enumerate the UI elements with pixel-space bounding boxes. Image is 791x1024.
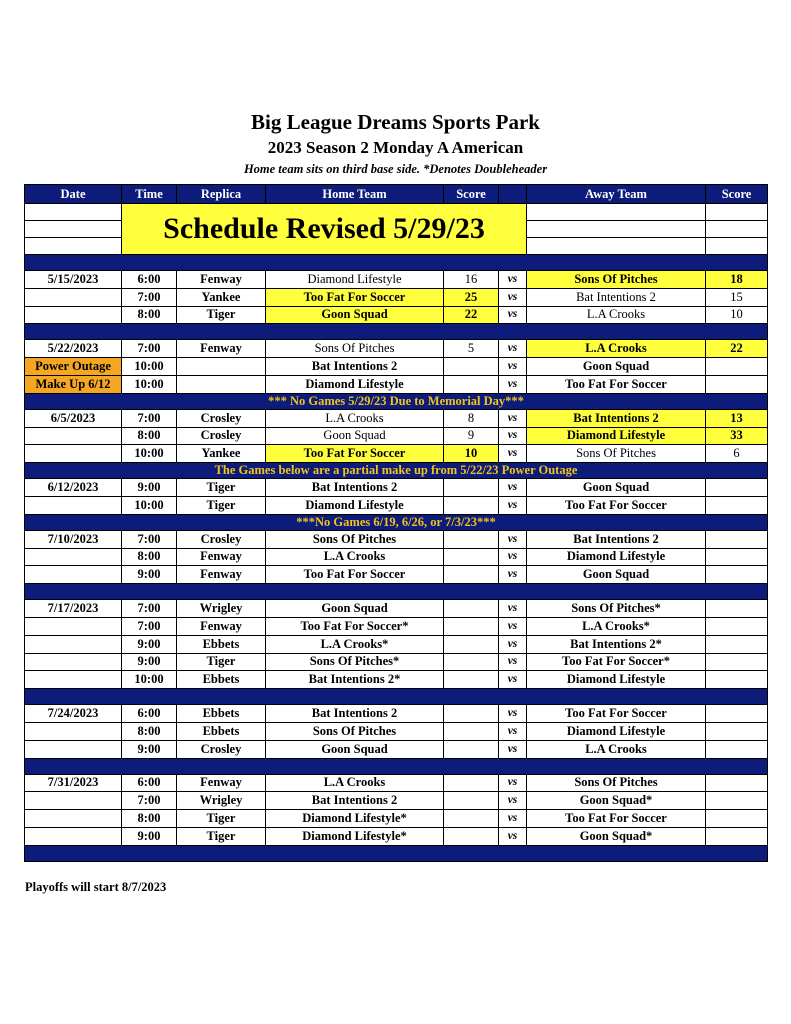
home-score-cell	[444, 827, 499, 845]
away-team-cell: Diamond Lifestyle	[527, 671, 706, 689]
away-score-cell: 22	[706, 340, 768, 358]
time-cell: 8:00	[122, 722, 177, 740]
vs-cell: vs	[499, 774, 527, 792]
away-team-cell: Bat Intentions 2	[527, 409, 706, 427]
home-team-cell: Diamond Lifestyle	[266, 271, 444, 289]
away-score-cell: 18	[706, 271, 768, 289]
away-score-cell	[706, 740, 768, 758]
vs-cell: vs	[499, 409, 527, 427]
replica-cell: Tiger	[177, 810, 266, 828]
replica-cell: Crosley	[177, 409, 266, 427]
home-score-cell	[444, 705, 499, 723]
home-score-cell	[444, 635, 499, 653]
date-cell	[25, 288, 122, 306]
away-team-cell: Sons Of Pitches	[527, 445, 706, 463]
col-date-header: Date	[25, 185, 122, 204]
away-team-cell: Sons Of Pitches	[527, 271, 706, 289]
home-team-cell: L.A Crooks*	[266, 635, 444, 653]
home-team-cell: Too Fat For Soccer	[266, 288, 444, 306]
vs-cell: vs	[499, 358, 527, 376]
home-score-cell: 10	[444, 445, 499, 463]
col-vs-header	[499, 185, 527, 204]
col-home-team-header: Home Team	[266, 185, 444, 204]
replica-cell: Ebbets	[177, 635, 266, 653]
vs-cell: vs	[499, 600, 527, 618]
home-team-cell: Goon Squad	[266, 600, 444, 618]
away-score-cell	[706, 566, 768, 584]
home-team-cell: Goon Squad	[266, 740, 444, 758]
vs-cell: vs	[499, 792, 527, 810]
away-score-cell	[706, 600, 768, 618]
home-team-cell: L.A Crooks	[266, 548, 444, 566]
home-team-cell: Goon Squad	[266, 427, 444, 445]
table-row	[25, 827, 768, 845]
notice-text: ***No Games 6/19, 6/26, or 7/3/23***	[25, 514, 768, 530]
vs-cell: vs	[499, 617, 527, 635]
spacer-cell	[25, 689, 768, 705]
home-team-cell: Sons Of Pitches	[266, 340, 444, 358]
replica-cell: Crosley	[177, 427, 266, 445]
time-cell: 6:00	[122, 774, 177, 792]
away-score-cell	[706, 375, 768, 393]
vs-cell: vs	[499, 548, 527, 566]
home-team-cell: Diamond Lifestyle*	[266, 810, 444, 828]
table-row	[25, 375, 768, 393]
vs-cell: vs	[499, 445, 527, 463]
away-score-cell	[706, 722, 768, 740]
date-cell	[25, 671, 122, 689]
blank-cell	[706, 204, 768, 221]
schedule-note: Home team sits on third base side. *Denotes Doubleheader	[243, 162, 548, 176]
away-score-cell: 6	[706, 445, 768, 463]
time-cell: 7:00	[122, 288, 177, 306]
date-cell: Make Up 6/12	[25, 375, 122, 393]
home-team-cell: Diamond Lifestyle	[266, 496, 444, 514]
vs-cell: vs	[499, 810, 527, 828]
date-cell: 6/12/2023	[25, 479, 122, 497]
time-cell: 7:00	[122, 617, 177, 635]
table-row	[25, 358, 768, 376]
schedule-table	[24, 184, 768, 862]
home-score-cell	[444, 530, 499, 548]
blank-cell	[527, 238, 706, 255]
time-cell: 10:00	[122, 375, 177, 393]
home-score-cell	[444, 617, 499, 635]
replica-cell: Fenway	[177, 340, 266, 358]
away-team-cell: Bat Intentions 2	[527, 288, 706, 306]
away-score-cell	[706, 653, 768, 671]
away-team-cell: Diamond Lifestyle	[527, 548, 706, 566]
home-team-cell: Sons Of Pitches	[266, 722, 444, 740]
replica-cell: Tiger	[177, 653, 266, 671]
table-row	[25, 810, 768, 828]
table-row	[25, 774, 768, 792]
vs-cell: vs	[499, 427, 527, 445]
date-cell	[25, 496, 122, 514]
home-team-cell: Bat Intentions 2	[266, 792, 444, 810]
home-score-cell	[444, 740, 499, 758]
away-score-cell	[706, 530, 768, 548]
date-cell	[25, 617, 122, 635]
home-score-cell	[444, 671, 499, 689]
replica-cell	[177, 375, 266, 393]
table-row	[25, 722, 768, 740]
away-score-cell: 13	[706, 409, 768, 427]
home-score-cell: 5	[444, 340, 499, 358]
home-team-cell: Bat Intentions 2	[266, 479, 444, 497]
home-score-cell	[444, 548, 499, 566]
revised-row	[25, 204, 768, 221]
notice-row	[25, 463, 768, 479]
date-cell: 7/31/2023	[25, 774, 122, 792]
home-team-cell: Diamond Lifestyle*	[266, 827, 444, 845]
replica-cell: Fenway	[177, 271, 266, 289]
spacer-cell	[25, 845, 768, 861]
col-time-header: Time	[122, 185, 177, 204]
time-cell: 7:00	[122, 792, 177, 810]
home-team-cell: Sons Of Pitches	[266, 530, 444, 548]
away-team-cell: Diamond Lifestyle	[527, 427, 706, 445]
replica-cell: Fenway	[177, 548, 266, 566]
home-score-cell	[444, 810, 499, 828]
table-row	[25, 427, 768, 445]
vs-cell: vs	[499, 722, 527, 740]
table-row	[25, 271, 768, 289]
table-row	[25, 566, 768, 584]
blank-cell	[527, 221, 706, 238]
table-row	[25, 340, 768, 358]
replica-cell	[177, 358, 266, 376]
table-row	[25, 409, 768, 427]
blank-cell	[25, 204, 122, 221]
notice-text: *** No Games 5/29/23 Due to Memorial Day***	[25, 393, 768, 409]
home-score-cell: 8	[444, 409, 499, 427]
table-row	[25, 445, 768, 463]
replica-cell: Tiger	[177, 827, 266, 845]
home-team-cell: Sons Of Pitches*	[266, 653, 444, 671]
home-score-cell	[444, 600, 499, 618]
date-cell	[25, 792, 122, 810]
away-team-cell: L.A Crooks	[527, 740, 706, 758]
spacer-cell	[25, 584, 768, 600]
replica-cell: Tiger	[177, 479, 266, 497]
table-row	[25, 792, 768, 810]
date-cell: 5/22/2023	[25, 340, 122, 358]
away-score-cell	[706, 671, 768, 689]
home-score-cell: 9	[444, 427, 499, 445]
table-row	[25, 671, 768, 689]
date-cell: 7/10/2023	[25, 530, 122, 548]
vs-cell: vs	[499, 530, 527, 548]
table-row	[25, 496, 768, 514]
replica-cell: Fenway	[177, 617, 266, 635]
spacer-cell	[25, 324, 768, 340]
time-cell: 8:00	[122, 427, 177, 445]
table-row	[25, 653, 768, 671]
time-cell: 7:00	[122, 600, 177, 618]
time-cell: 10:00	[122, 671, 177, 689]
home-score-cell: 16	[444, 271, 499, 289]
home-team-cell: Too Fat For Soccer*	[266, 617, 444, 635]
away-team-cell: Goon Squad*	[527, 827, 706, 845]
time-cell: 9:00	[122, 635, 177, 653]
time-cell: 9:00	[122, 827, 177, 845]
time-cell: 8:00	[122, 810, 177, 828]
replica-cell: Tiger	[177, 306, 266, 324]
away-team-cell: Sons Of Pitches	[527, 774, 706, 792]
vs-cell: vs	[499, 635, 527, 653]
date-cell: 7/24/2023	[25, 705, 122, 723]
vs-cell: vs	[499, 827, 527, 845]
table-row	[25, 288, 768, 306]
date-cell	[25, 740, 122, 758]
time-cell: 9:00	[122, 566, 177, 584]
notice-row	[25, 393, 768, 409]
away-score-cell	[706, 548, 768, 566]
away-score-cell	[706, 496, 768, 514]
away-team-cell: Too Fat For Soccer	[527, 375, 706, 393]
date-cell	[25, 548, 122, 566]
vs-cell: vs	[499, 306, 527, 324]
table-row	[25, 600, 768, 618]
home-team-cell: Too Fat For Soccer	[266, 566, 444, 584]
date-cell: 7/17/2023	[25, 600, 122, 618]
away-score-cell: 10	[706, 306, 768, 324]
away-team-cell: Goon Squad	[527, 479, 706, 497]
home-team-cell: Diamond Lifestyle	[266, 375, 444, 393]
date-cell	[25, 306, 122, 324]
vs-cell: vs	[499, 375, 527, 393]
table-row	[25, 705, 768, 723]
home-team-cell: Too Fat For Soccer	[266, 445, 444, 463]
home-score-cell: 25	[444, 288, 499, 306]
blank-cell	[706, 238, 768, 255]
vs-cell: vs	[499, 671, 527, 689]
spacer-row	[25, 689, 768, 705]
spacer-cell	[25, 758, 768, 774]
vs-cell: vs	[499, 271, 527, 289]
time-cell: 9:00	[122, 479, 177, 497]
date-cell	[25, 445, 122, 463]
home-score-cell	[444, 496, 499, 514]
playoffs-note: Playoffs will start 8/7/2023	[25, 880, 167, 894]
table-row	[25, 635, 768, 653]
away-score-cell: 15	[706, 288, 768, 306]
home-score-cell	[444, 774, 499, 792]
time-cell: 9:00	[122, 740, 177, 758]
home-score-cell: 22	[444, 306, 499, 324]
date-cell	[25, 722, 122, 740]
home-score-cell	[444, 653, 499, 671]
page-title: Big League Dreams Sports Park	[251, 110, 540, 134]
replica-cell: Yankee	[177, 288, 266, 306]
schedule-revised-banner: Schedule Revised 5/29/23	[122, 204, 527, 255]
date-cell	[25, 653, 122, 671]
away-team-cell: Goon Squad	[527, 358, 706, 376]
time-cell: 7:00	[122, 340, 177, 358]
home-team-cell: L.A Crooks	[266, 409, 444, 427]
vs-cell: vs	[499, 740, 527, 758]
away-score-cell: 33	[706, 427, 768, 445]
home-team-cell: Bat Intentions 2	[266, 705, 444, 723]
time-cell: 10:00	[122, 358, 177, 376]
replica-cell: Wrigley	[177, 792, 266, 810]
table-row	[25, 740, 768, 758]
vs-cell: vs	[499, 705, 527, 723]
home-score-cell	[444, 566, 499, 584]
home-team-cell: Bat Intentions 2*	[266, 671, 444, 689]
away-team-cell: Too Fat For Soccer*	[527, 653, 706, 671]
away-score-cell	[706, 774, 768, 792]
replica-cell: Fenway	[177, 774, 266, 792]
table-row	[25, 479, 768, 497]
time-cell: 8:00	[122, 548, 177, 566]
home-score-cell	[444, 358, 499, 376]
blank-cell	[706, 221, 768, 238]
date-cell: 6/5/2023	[25, 409, 122, 427]
away-team-cell: Goon Squad	[527, 566, 706, 584]
time-cell: 8:00	[122, 306, 177, 324]
away-team-cell: Goon Squad*	[527, 792, 706, 810]
replica-cell: Crosley	[177, 530, 266, 548]
time-cell: 7:00	[122, 409, 177, 427]
replica-cell: Ebbets	[177, 722, 266, 740]
away-team-cell: Diamond Lifestyle	[527, 722, 706, 740]
home-team-cell: Bat Intentions 2	[266, 358, 444, 376]
away-score-cell	[706, 705, 768, 723]
notice-text: The Games below are a partial make up from 5/22/23 Power Outage	[25, 463, 768, 479]
col-away-score-header: Score	[706, 185, 768, 204]
vs-cell: vs	[499, 340, 527, 358]
time-cell: 9:00	[122, 653, 177, 671]
vs-cell: vs	[499, 479, 527, 497]
blank-cell	[25, 221, 122, 238]
away-score-cell	[706, 792, 768, 810]
home-score-cell	[444, 479, 499, 497]
spacer-cell	[25, 255, 768, 271]
time-cell: 6:00	[122, 271, 177, 289]
col-home-score-header: Score	[444, 185, 499, 204]
vs-cell: vs	[499, 566, 527, 584]
away-team-cell: L.A Crooks*	[527, 617, 706, 635]
home-score-cell	[444, 375, 499, 393]
replica-cell: Ebbets	[177, 705, 266, 723]
away-score-cell	[706, 827, 768, 845]
home-score-cell	[444, 792, 499, 810]
time-cell: 6:00	[122, 705, 177, 723]
col-replica-header: Replica	[177, 185, 266, 204]
spacer-row	[25, 255, 768, 271]
col-away-team-header: Away Team	[527, 185, 706, 204]
date-cell	[25, 566, 122, 584]
replica-cell: Tiger	[177, 496, 266, 514]
away-team-cell: Too Fat For Soccer	[527, 705, 706, 723]
spacer-row	[25, 584, 768, 600]
vs-cell: vs	[499, 496, 527, 514]
blank-cell	[527, 204, 706, 221]
date-cell	[25, 427, 122, 445]
away-score-cell	[706, 358, 768, 376]
away-score-cell	[706, 617, 768, 635]
blank-cell	[25, 238, 122, 255]
away-team-cell: Too Fat For Soccer	[527, 496, 706, 514]
replica-cell: Wrigley	[177, 600, 266, 618]
table-row	[25, 617, 768, 635]
date-cell	[25, 810, 122, 828]
away-score-cell	[706, 479, 768, 497]
replica-cell: Fenway	[177, 566, 266, 584]
spacer-row	[25, 758, 768, 774]
spacer-row	[25, 324, 768, 340]
away-team-cell: L.A Crooks	[527, 306, 706, 324]
away-score-cell	[706, 635, 768, 653]
away-team-cell: Sons Of Pitches*	[527, 600, 706, 618]
page-subtitle: 2023 Season 2 Monday A American	[267, 138, 524, 157]
date-cell: Power Outage	[25, 358, 122, 376]
date-cell	[25, 635, 122, 653]
home-team-cell: Goon Squad	[266, 306, 444, 324]
time-cell: 7:00	[122, 530, 177, 548]
replica-cell: Crosley	[177, 740, 266, 758]
table-row	[25, 306, 768, 324]
home-team-cell: L.A Crooks	[266, 774, 444, 792]
spacer-row	[25, 845, 768, 861]
away-team-cell: Too Fat For Soccer	[527, 810, 706, 828]
away-team-cell: Bat Intentions 2	[527, 530, 706, 548]
table-header-row	[25, 185, 768, 204]
table-row	[25, 530, 768, 548]
home-score-cell	[444, 722, 499, 740]
date-cell: 5/15/2023	[25, 271, 122, 289]
away-score-cell	[706, 810, 768, 828]
replica-cell: Ebbets	[177, 671, 266, 689]
vs-cell: vs	[499, 653, 527, 671]
date-cell	[25, 827, 122, 845]
vs-cell: vs	[499, 288, 527, 306]
table-row	[25, 548, 768, 566]
time-cell: 10:00	[122, 496, 177, 514]
away-team-cell: Bat Intentions 2*	[527, 635, 706, 653]
notice-row	[25, 514, 768, 530]
time-cell: 10:00	[122, 445, 177, 463]
replica-cell: Yankee	[177, 445, 266, 463]
away-team-cell: L.A Crooks	[527, 340, 706, 358]
